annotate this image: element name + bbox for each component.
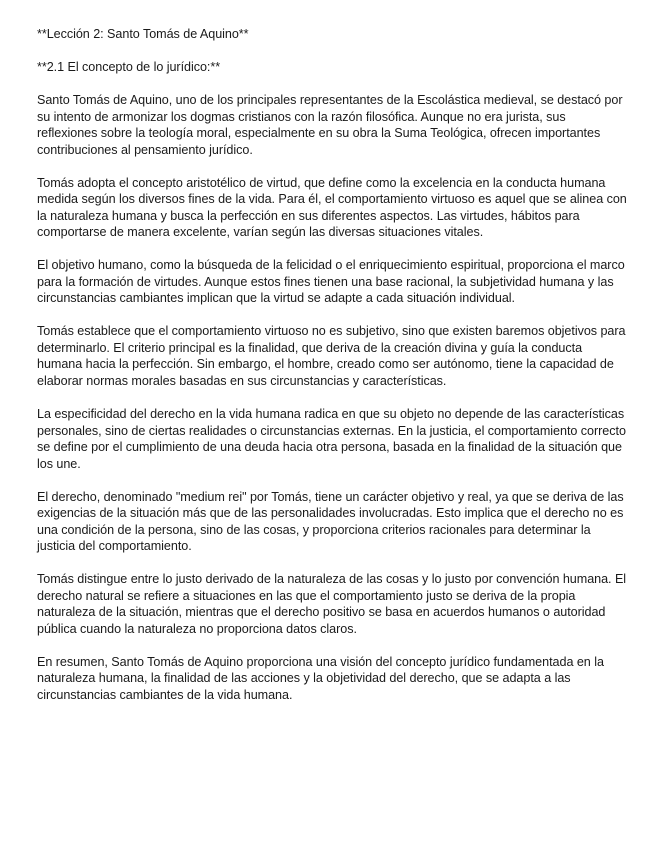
paragraph-medium-rei: El derecho, denominado "medium rei" por Tomás, tiene un carácter objetivo y real, ya que se deriva de las exigencias de la situación más que de las personalidades involucradas. Esto implica que el derecho no es una condición de la persona, sino de las cosas, y proporciona criterios racionales para determinar la justicia del comportamiento.	[37, 489, 624, 554]
paragraph-natural-vs-positive-law: Tomás distingue entre lo justo derivado de la naturaleza de las cosas y lo justo por convención humana. El derecho natural se refiere a situaciones en las que el comportamiento justo se deriva de la propia naturaleza de la situación, mientras que el derecho positivo se basa en acuerdos humanos o autoridad pública cuando la naturaleza no proporciona datos claros.	[37, 572, 627, 636]
paragraph-intro: Santo Tomás de Aquino, uno de los principales representantes de la Escolástica medieval, se destacó por su intento de armonizar los dogmas cristianos con la razón filosófica. Aunque no era jurista, sus reflexiones sobre la teología moral, especialmente en su obra la Suma Teológica, ofrecen importantes contribuciones al pensamiento jurídico.	[37, 93, 623, 157]
paragraph-human-objective: El objetivo humano, como la búsqueda de la felicidad o el enriquecimiento espiritual, proporciona el marco para la formación de virtudes. Aunque estos fines tienen una base racional, la subjetividad humana y las circunstancias cambiantes implican que la virtud se adapte a cada situación individual.	[37, 258, 625, 306]
paragraph-objective-standards: Tomás establece que el comportamiento virtuoso no es subjetivo, sino que existen baremos objetivos para determinarlo. El criterio principal es la finalidad, que deriva de la creación divina y guía la conducta humana hacia la perfección. Sin embargo, el hombre, creado como ser autónomo, tiene la capacidad de elaborar normas morales basadas en sus circunstancias y características.	[37, 324, 626, 388]
paragraph-specificity-of-law: La especificidad del derecho en la vida humana radica en que su objeto no depende de las características personales, sino de ciertas realidades o circunstancias externas. En la justicia, el comportamiento correcto se define por el cumplimiento de una deuda hacia otra persona, basada en la finalidad de la situación que los une.	[37, 407, 626, 471]
document-page	[37, 26, 627, 720]
paragraph-virtue: Tomás adopta el concepto aristotélico de virtud, que define como la excelencia en la conducta humana medida según los diversos fines de la vida. Para él, el comportamiento virtuoso es aquel que se alinea con la naturaleza humana y busca la perfección en sus diferentes aspectos. Las virtudes, hábitos para comportarse de manera excelente, varían según las diversas situaciones vitales.	[37, 175, 627, 240]
paragraph-summary: En resumen, Santo Tomás de Aquino proporciona una visión del concepto jurídico fundamentada en la naturaleza humana, la finalidad de las acciones y la objetividad del derecho, que se adapta a las circunstancias cambiantes de la vida humana.	[37, 654, 604, 702]
section-heading: **2.1 El concepto de lo jurídico:**	[37, 60, 221, 75]
lesson-title: **Lección 2: Santo Tomás de Aquino**	[37, 27, 249, 41]
